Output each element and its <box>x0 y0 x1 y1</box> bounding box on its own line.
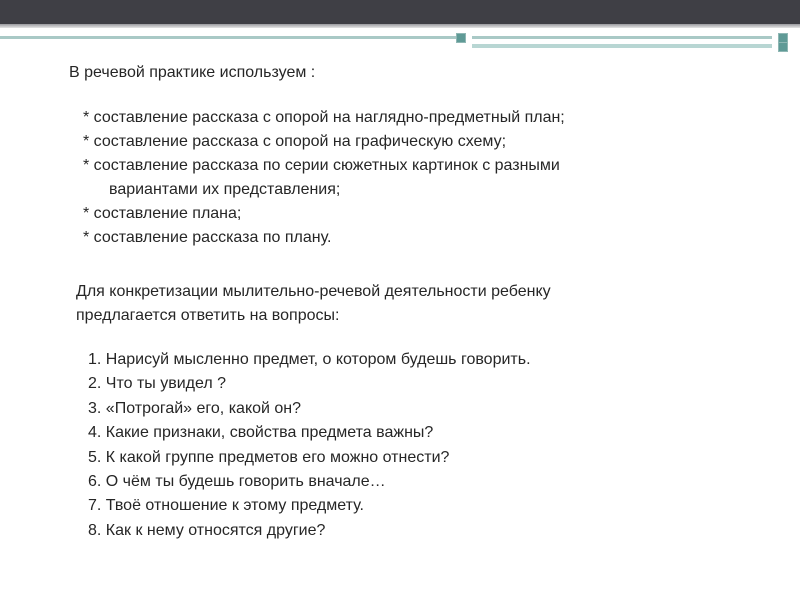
question-item: 5. К какой группе предметов его можно отнести? <box>88 448 450 466</box>
question-item: 8. Как к нему относятся другие? <box>88 521 326 539</box>
bullet-list <box>83 106 565 250</box>
question-item: 3. «Потрогай» его, какой он? <box>88 399 302 417</box>
bullet-item: * составление рассказа с опорой на графическую схему; <box>83 133 507 150</box>
question-item: 7. Твоё отношение к этому предмету. <box>88 497 364 515</box>
bullet-item: * составление рассказа по серии сюжетных картинок с разными <box>83 157 560 174</box>
slide-marker-icon <box>778 42 788 52</box>
paragraph-line: предлагается ответить на вопросы: <box>76 307 340 324</box>
decorative-bar <box>472 36 772 39</box>
question-list <box>88 348 531 543</box>
question-item: 4. Какие признаки, свойства предмета важны? <box>88 424 434 442</box>
paragraph-line: Для конкретизации мылительно-речевой деятельности ребенку <box>76 283 551 300</box>
top-band <box>0 0 800 24</box>
bullet-item: * составление плана; <box>83 205 242 222</box>
slide-marker-icon <box>456 33 466 43</box>
intro-paragraph <box>76 280 551 328</box>
top-band-shadow <box>0 24 800 28</box>
question-item: 6. О чём ты будешь говорить вначале… <box>88 472 386 490</box>
bullet-item: * составление рассказа с опорой на наглядно-предметный план; <box>83 109 565 126</box>
decorative-bar <box>0 36 462 39</box>
decorative-bar <box>472 44 772 48</box>
bullet-item-continuation: вариантами их представления; <box>109 181 341 198</box>
question-item: 1. Нарисуй мысленно предмет, о котором будешь говорить. <box>88 351 531 368</box>
bullet-item: * составление рассказа по плану. <box>83 229 332 246</box>
slide-heading: В речевой практике используем : <box>69 64 316 81</box>
question-item: 2. Что ты увидел ? <box>88 375 227 393</box>
